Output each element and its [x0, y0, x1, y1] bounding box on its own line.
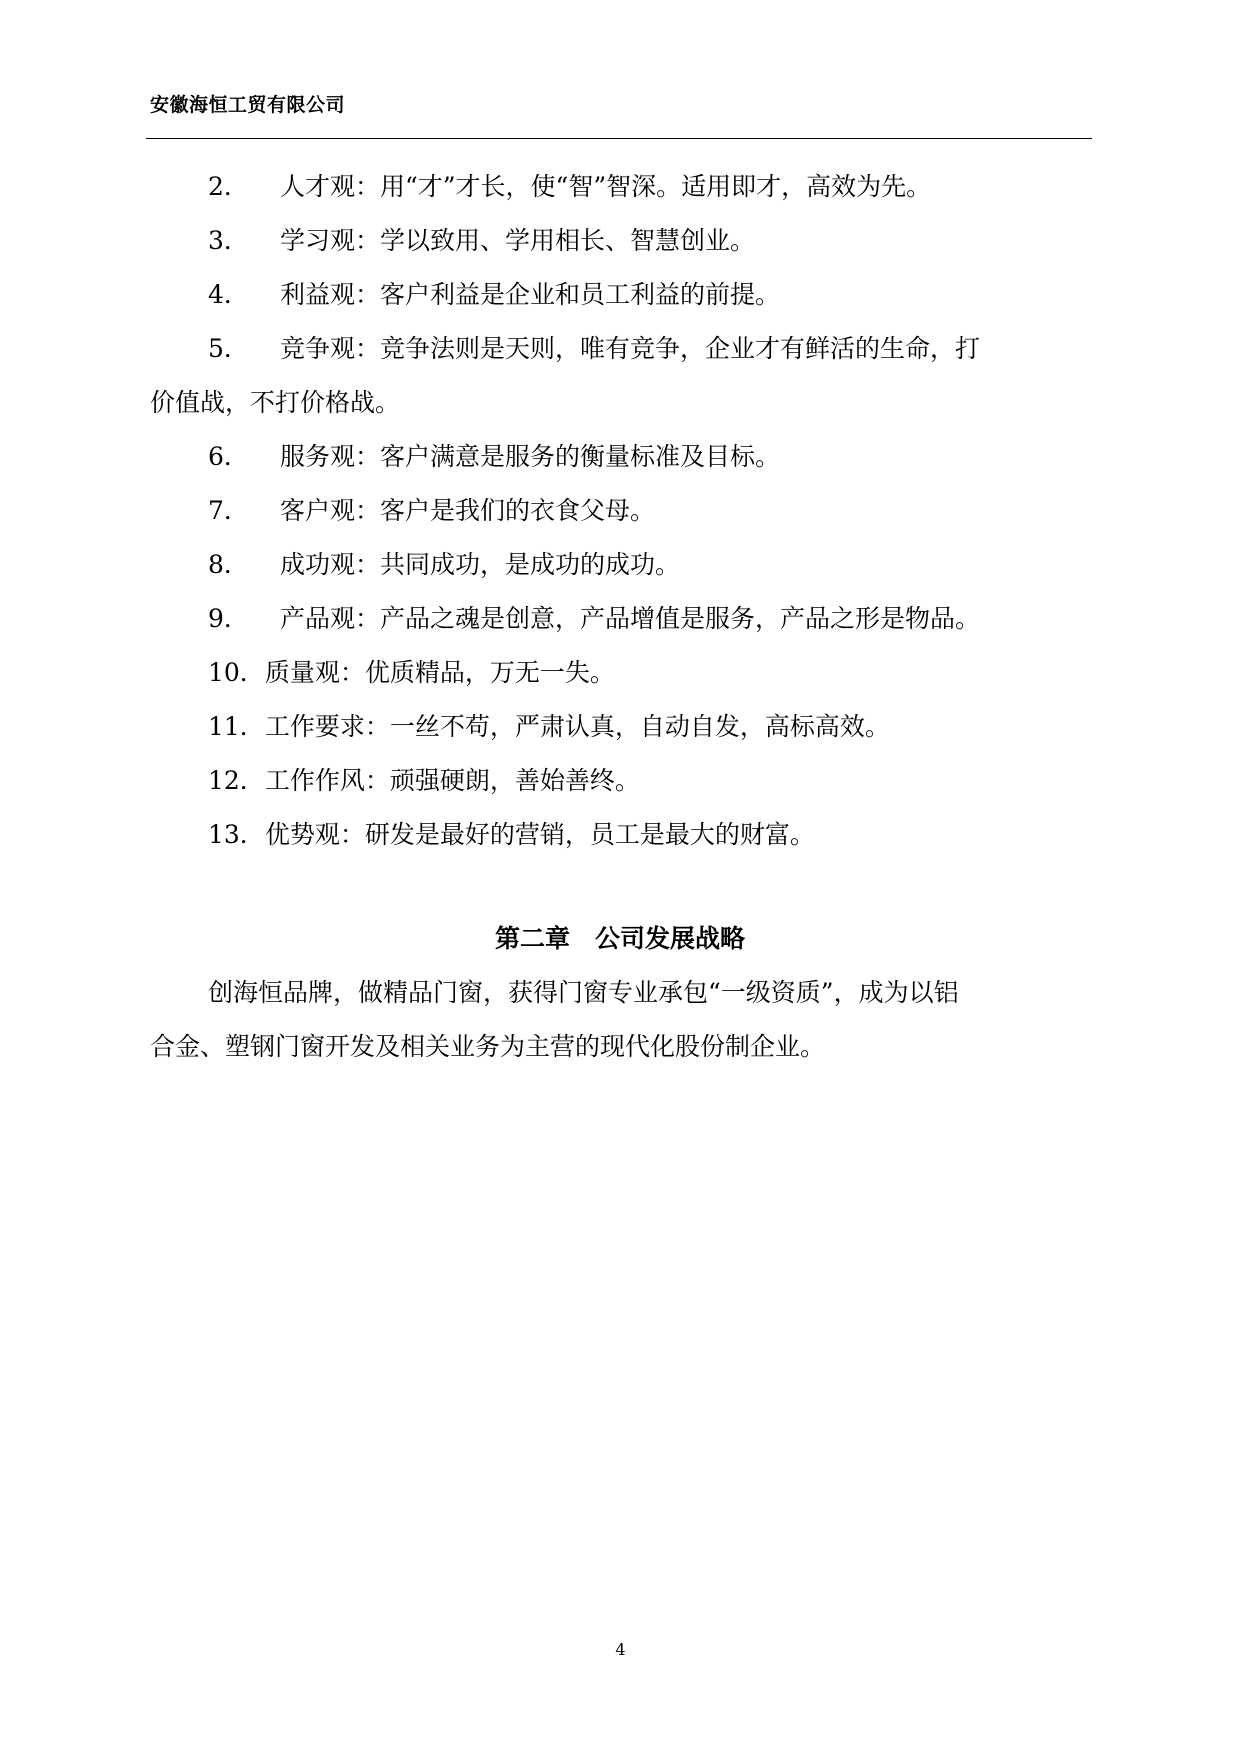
list-item-number: 7． [208, 496, 249, 525]
list-item-text: 优势观：研发是最好的营销，员工是最大的财富。 [264, 820, 815, 849]
chapter-title: 第二章 公司发展战略 [494, 924, 745, 953]
list-item-text: 学习观：学以致用、学用相长、智慧创业。 [280, 226, 756, 255]
list-item-number: 4． [208, 280, 249, 309]
list-item [150, 214, 1090, 268]
list-item [150, 538, 1090, 592]
list-item-number: 5． [208, 334, 249, 363]
list-item-number: 2． [208, 172, 249, 201]
list-item [150, 646, 1090, 700]
list-item-text: 客户观：客户是我们的衣食父母。 [280, 496, 656, 525]
header-divider [146, 138, 1092, 139]
list-item-text: 成功观：共同成功，是成功的成功。 [280, 550, 681, 579]
list-item-text: 工作要求：一丝不苟，严肃认真，自动自发，高标高效。 [264, 712, 890, 741]
list-item-number: 3． [208, 226, 249, 255]
chapter-paragraph-line: 创海恒品牌，做精品门窗，获得门窗专业承包“一级资质”，成为以铝 [208, 978, 959, 1007]
list-item-number: 12． [208, 766, 265, 795]
list-item [150, 268, 1090, 322]
list-item-continuation [150, 376, 1090, 430]
page-header-company: 安徽海恒工贸有限公司 [150, 94, 346, 116]
list-item-continuation-text: 价值战，不打价格战。 [150, 388, 401, 417]
list-item-number: 11． [208, 712, 265, 741]
list-item [150, 160, 1090, 214]
list-item [150, 700, 1090, 754]
list-item-text: 人才观：用“才”才长，使“智”智深。适用即才，高效为先。 [280, 172, 932, 201]
list-item-text: 利益观：客户利益是企业和员工利益的前提。 [280, 280, 781, 309]
list-item [150, 808, 1090, 862]
list-item-text: 工作作风：顽强硬朗，善始善终。 [264, 766, 640, 795]
list-item-text: 服务观：客户满意是服务的衡量标准及目标。 [280, 442, 781, 471]
list-item-text: 产品观：产品之魂是创意，产品增值是服务，产品之形是物品。 [280, 604, 981, 633]
list-item-number: 6． [208, 442, 249, 471]
chapter-paragraph-line: 合金、塑钢门窗开发及相关业务为主营的现代化股份制企业。 [150, 1032, 826, 1061]
list-item-number: 13． [208, 820, 265, 849]
list-item-number: 9． [208, 604, 249, 633]
list-item-text: 竞争观：竞争法则是天则，唯有竞争，企业才有鲜活的生命，打 [280, 334, 981, 363]
section-spacer [150, 862, 1090, 912]
list-item [150, 484, 1090, 538]
list-item [150, 592, 1090, 646]
page-content [150, 160, 1090, 1074]
list-item-text: 质量观：优质精品，万无一失。 [264, 658, 615, 687]
list-item [150, 430, 1090, 484]
list-item-number: 10． [208, 658, 265, 687]
list-item [150, 754, 1090, 808]
list-item [150, 322, 1090, 376]
page-number: 4 [615, 1640, 626, 1659]
list-item-number: 8． [208, 550, 249, 579]
